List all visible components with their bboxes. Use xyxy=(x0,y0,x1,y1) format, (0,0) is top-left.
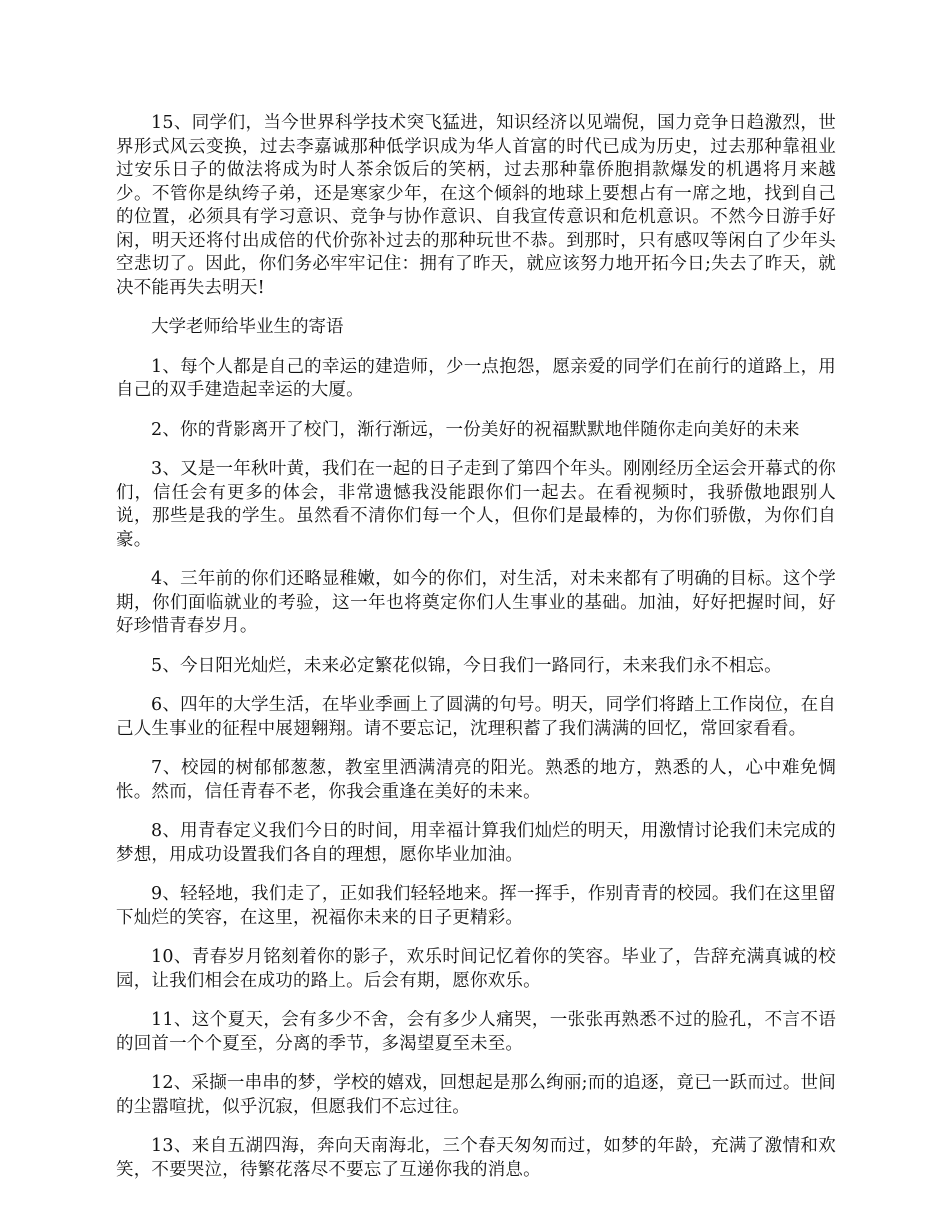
list-item: 5、今日阳光灿烂，未来必定繁花似锦，今日我们一路同行，未来我们永不相忘。 xyxy=(151,655,782,676)
list-item: 13、来自五湖四海，奔向天南海北，三个春天匆匆而过，如梦的年龄，充满了激情和欢笑，不要哭泣，待繁花落尽不要忘了互递你我的消息。 xyxy=(116,1136,836,1180)
list-item: 1、每个人都是自己的幸运的建造师，少一点抱怨，愿亲爱的同学们在前行的道路上，用自己的双手建造起幸运的大厦。 xyxy=(116,356,836,400)
section-title: 大学老师给毕业生的寄语 xyxy=(151,317,344,337)
list-item: 4、三年前的你们还略显稚嫩，如今的你们，对生活，对未来都有了明确的目标。这个学期，你们面临就业的考验，这一年也将奠定你们人生事业的基础。加油，好好把握时间，好好珍惜青春岁月。 xyxy=(116,569,836,636)
list-item: 8、用青春定义我们今日的时间，用幸福计算我们灿烂的明天，用激情讨论我们未完成的梦想，用成功设置我们各自的理想，愿你毕业加油。 xyxy=(116,821,836,865)
list-item: 9、轻轻地，我们走了，正如我们轻轻地来。挥一挥手，作别青青的校园。我们在这里留下灿烂的笑容，在这里，祝福你未来的日子更精彩。 xyxy=(116,884,836,928)
list-item: 6、四年的大学生活，在毕业季画上了圆满的句号。明天，同学们将踏上工作岗位，在自己人生事业的征程中展翅翱翔。请不要忘记，沈理积蓄了我们满满的回忆，常回家看看。 xyxy=(116,695,836,739)
list-item: 3、又是一年秋叶黄，我们在一起的日子走到了第四个年头。刚刚经历全运会开幕式的你们，信任会有更多的体会，非常遗憾我没能跟你们一起去。在看视频时，我骄傲地跟别人说，那些是我的学生。虽然看不清你们每一个人，但你们是最棒的，为你们骄傲，为你们自豪。 xyxy=(116,459,836,550)
list-item: 2、你的背影离开了校门，渐行渐远，一份美好的祝福默默地伴随你走向美好的未来 xyxy=(151,419,800,440)
list-item: 10、青春岁月铭刻着你的影子，欢乐时间记忆着你的笑容。毕业了，告辞充满真诚的校园，让我们相会在成功的路上。后会有期，愿你欢乐。 xyxy=(116,947,836,991)
intro-paragraph: 15、同学们，当今世界科学技术突飞猛进，知识经济以见端倪，国力竞争日趋激烈，世界形式风云变换，过去李嘉诚那种低学识成为华人首富的时代已成为历史，过去那种靠祖业过安乐日子的做法将成为时人茶余饭后的笑柄，过去那种靠侨胞捐款爆发的机遇将月来越少。不管你是纨绔子弟，还是寒家少年，在这个倾斜的地球上要想占有一席之地，找到自己的位置，必须具有学习意识、竞争与协作意识、自我宣传意识和危机意识。不然今日游手好闲，明天还将付出成倍的代价弥补过去的那种玩世不恭。到那时，只有感叹等闲白了少年头空悲切了。因此，你们务必牢牢记住：拥有了昨天，就应该努力地开拓今日;失去了昨天，就决不能再失去明天! xyxy=(116,113,836,298)
list-item: 12、采撷一串串的梦，学校的嬉戏，回想起是那么绚丽;而的追逐，竟已一跃而过。世间的尘嚣喧扰，似乎沉寂，但愿我们不忘过往。 xyxy=(116,1073,836,1117)
list-item: 7、校园的树郁郁葱葱，教室里洒满清亮的阳光。熟悉的地方，熟悉的人，心中难免惆怅。然而，信任青春不老，你我会重逢在美好的未来。 xyxy=(116,758,836,802)
list-item: 11、这个夏天，会有多少不舍，会有多少人痛哭，一张张再熟悉不过的脸孔，不言不语的回首一个个夏至，分离的季节，多渴望夏至未至。 xyxy=(116,1010,836,1054)
document-page xyxy=(116,112,836,1198)
